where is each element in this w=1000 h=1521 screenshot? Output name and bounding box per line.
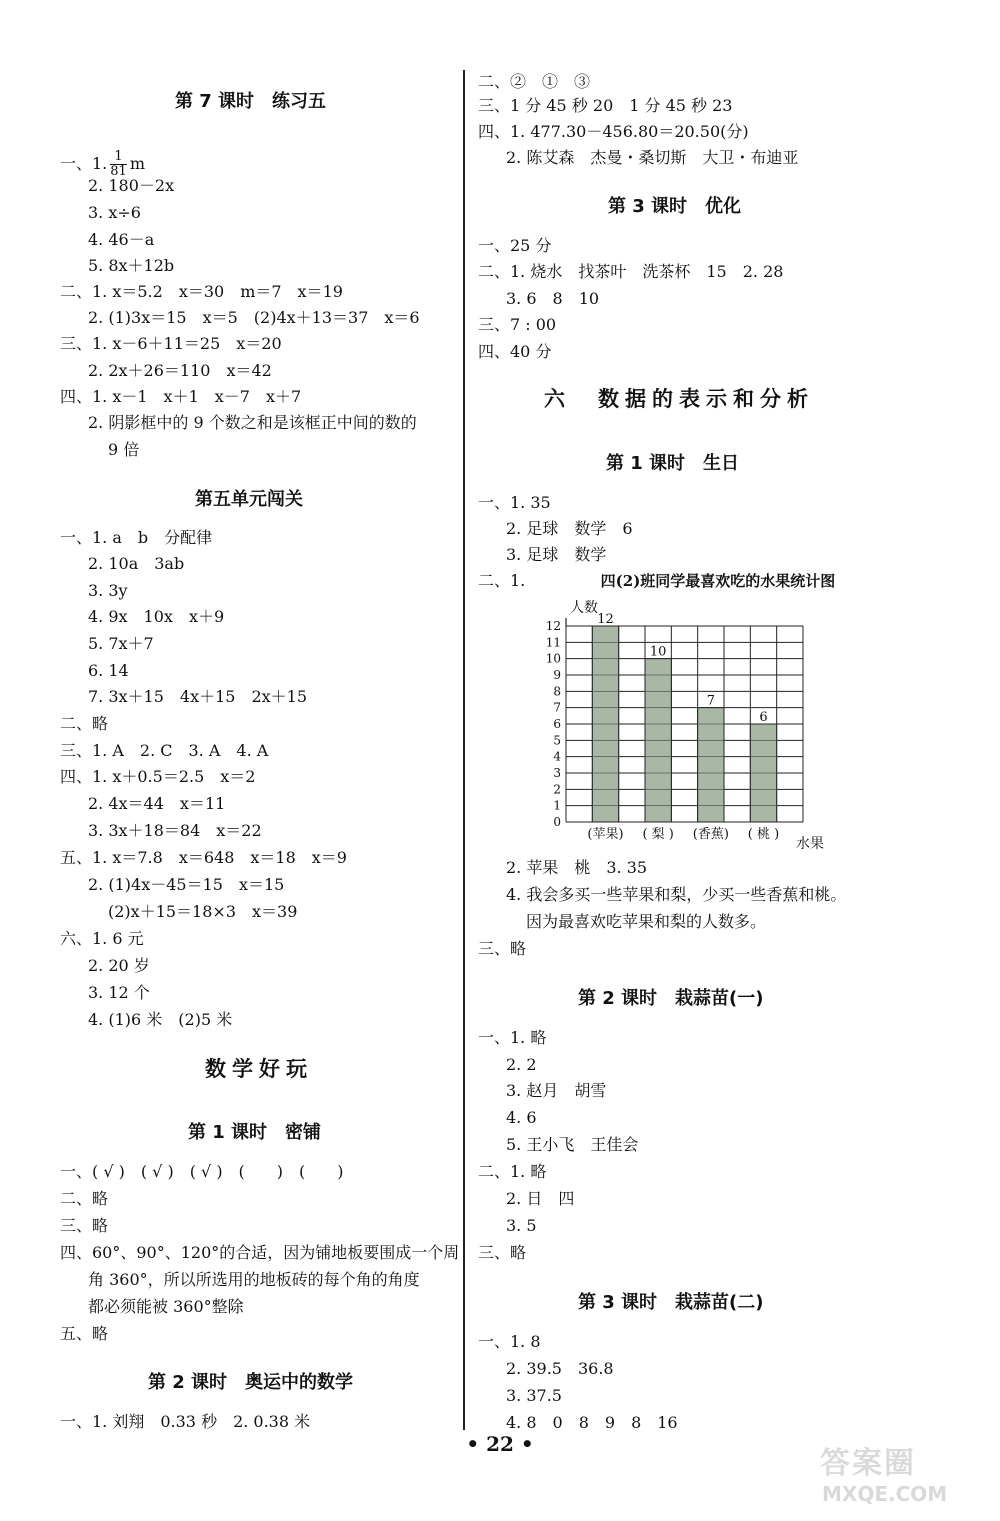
answer-line: 五、略 — [60, 1324, 109, 1343]
fraction-denominator: 81 — [110, 164, 127, 179]
y-tick-label: 2 — [553, 782, 561, 797]
answer-line: 4. 8 0 8 9 8 16 — [506, 1413, 678, 1432]
bar-value-label: 12 — [597, 612, 614, 627]
answer-line: 四、1. x－1 x＋1 x－7 x＋7 — [60, 387, 302, 406]
y-tick-label: 0 — [553, 815, 561, 829]
answer-line — [60, 150, 145, 179]
y-tick-label: 12 — [545, 619, 561, 633]
answer-line: 因为最喜欢吃苹果和梨的人数多。 — [526, 912, 767, 931]
answer-line: 3. 足球 数学 — [506, 545, 607, 564]
bar-value-label: 6 — [759, 710, 768, 725]
fraction — [110, 150, 127, 179]
answer-line: 3. 赵月 胡雪 — [506, 1081, 607, 1100]
answer-line: (2)x＋15＝18×3 x＝39 — [108, 902, 298, 921]
answer-line: 3. 12 个 — [88, 983, 150, 1002]
answer-line: 5. 7x＋7 — [88, 634, 154, 653]
answer-line: 二、1. 烧水 找茶叶 洗茶杯 15 2. 28 — [478, 262, 784, 281]
chart-x-categories — [587, 826, 779, 842]
answer-line: 5. 王小飞 王佳会 — [506, 1135, 639, 1154]
watermark-logo: 答案圈 — [820, 1446, 916, 1481]
answer-line: 7. 3x＋15 4x＋15 2x＋15 — [88, 687, 308, 706]
unit-text: m — [129, 154, 145, 173]
section-title-lesson7: 第 7 课时 练习五 — [175, 91, 327, 112]
section-title-garlic-1: 第 2 课时 栽蒜苗(一) — [578, 988, 764, 1009]
page-number: • 22 • — [466, 1432, 534, 1456]
answer-line: 3. x÷6 — [88, 203, 141, 222]
fruit-bar-chart — [518, 568, 898, 853]
answer-line: 3. 6 8 10 — [506, 289, 600, 308]
y-tick-label: 6 — [553, 717, 561, 731]
answer-line: 四、40 分 — [478, 342, 552, 361]
y-tick-label: 9 — [553, 668, 561, 682]
y-tick-label: 3 — [553, 766, 561, 780]
section-title-unit5: 第五单元闯关 — [195, 489, 303, 510]
answer-line: 4. 9x 10x x＋9 — [88, 607, 225, 626]
chart-title: 四(2)班同学最喜欢吃的水果统计图 — [600, 572, 836, 590]
answer-line: 一、1. 8 — [478, 1332, 541, 1351]
answer-line: 4. 46－a — [88, 230, 155, 249]
answer-line: 2. 陈艾森 杰曼・桑切斯 大卫・布迪亚 — [506, 148, 799, 167]
answer-line: 五、1. x＝7.8 x＝648 x＝18 x＝9 — [60, 848, 347, 867]
answer-line: 四、1. x＋0.5＝2.5 x＝2 — [60, 767, 256, 786]
answer-line: 三、1. x－6＋11＝25 x＝20 — [60, 334, 282, 353]
answer-line: 3. 37.5 — [506, 1386, 562, 1405]
category-label: (苹果) — [587, 827, 624, 842]
answer-line: 二、1. 略 — [478, 1162, 547, 1181]
y-tick-label: 8 — [553, 684, 561, 699]
answer-line: 二、略 — [60, 714, 109, 733]
answer-line: 2. 苹果 桃 3. 35 — [506, 858, 648, 877]
y-tick-label: 10 — [545, 651, 561, 666]
category-label: ( 梨 ) — [642, 827, 674, 842]
bar-value-label: 7 — [706, 693, 715, 709]
y-tick-label: 5 — [553, 733, 561, 748]
answer-line: 角 360°，所以所选用的地板砖的每个角的角度 — [88, 1270, 420, 1289]
y-tick-label: 1 — [553, 798, 561, 813]
bar-value-label: 10 — [649, 644, 667, 660]
section-title-birthday: 第 1 课时 生日 — [606, 453, 740, 474]
y-axis-label: 人数 — [570, 600, 598, 616]
answer-line: 2. 180－2x — [88, 176, 175, 195]
answer-line: 4. 6 — [506, 1108, 537, 1127]
answer-line: 二、② ① ③ — [478, 72, 591, 91]
answer-line: 都必须能被 360°整除 — [88, 1297, 244, 1316]
answer-line: 一、1. a b 分配律 — [60, 528, 213, 547]
answer-line: 3. 3x＋18＝84 x＝22 — [88, 821, 262, 840]
answer-line: 二、略 — [60, 1189, 109, 1208]
section-title-olympics: 第 2 课时 奥运中的数学 — [148, 1372, 354, 1393]
fraction-numerator: 1 — [110, 150, 127, 165]
answer-line: 一、25 分 — [478, 236, 552, 255]
answer-line: 一、( √ ) ( √ ) ( √ ) ( ) ( ) — [60, 1162, 344, 1181]
answer-line: 四、60°、90°、120°的合适，因为铺地板要围成一个周 — [60, 1243, 460, 1262]
answer-line: 二、1. x＝5.2 x＝30 m＝7 x＝19 — [60, 282, 343, 301]
answer-line: 5. 8x＋12b — [88, 256, 175, 275]
y-tick-label: 11 — [545, 635, 561, 650]
answer-line: 2. 日 四 — [506, 1189, 575, 1208]
answer-line: 二、1. — [478, 571, 526, 590]
answer-line: 3. 5 — [506, 1216, 537, 1235]
chapter-title-data-analysis: 六 数据的表示和分析 — [544, 387, 814, 411]
answer-line: 三、7 : 00 — [478, 315, 557, 334]
answer-line: 2. 20 岁 — [88, 956, 150, 975]
answer-line: 3. 3y — [88, 581, 128, 600]
answer-line: 4. 我会多买一些苹果和梨，少买一些香蕉和桃。 — [506, 885, 847, 904]
answer-line: 2. (1)3x＝15 x＝5 (2)4x＋13＝37 x＝6 — [88, 308, 420, 327]
answer-line: 2. 足球 数学 6 — [506, 519, 633, 538]
column-divider — [463, 70, 465, 1430]
answer-line: 2. 阴影框中的 9 个数之和是该框正中间的数的 — [88, 413, 417, 432]
section-title-optimize: 第 3 课时 优化 — [608, 196, 742, 217]
answer-line: 三、略 — [60, 1216, 109, 1235]
answer-line: 6. 14 — [88, 661, 129, 680]
answer-line: 4. (1)6 米 (2)5 米 — [88, 1010, 233, 1029]
answer-line: 三、略 — [478, 939, 527, 958]
answer-line: 2. 2x＋26＝110 x＝42 — [88, 361, 272, 380]
y-tick-label: 4 — [553, 749, 561, 764]
answer-line: 三、1. A 2. C 3. A 4. A — [60, 741, 269, 760]
chart-y-ticks — [546, 619, 562, 829]
section-title-tiling: 第 1 课时 密铺 — [188, 1122, 322, 1143]
answer-line: 2. 2 — [506, 1055, 537, 1074]
x-axis-label: 水果 — [796, 836, 824, 852]
answer-prefix: 一、1. — [60, 154, 108, 173]
answer-line: 一、1. 刘翔 0.33 秒 2. 0.38 米 — [60, 1412, 311, 1431]
answer-line: 一、1. 略 — [478, 1028, 547, 1047]
answer-line: 9 倍 — [108, 440, 140, 459]
bar — [698, 708, 724, 822]
category-label: ( 桃 ) — [747, 827, 780, 842]
watermark-site: MXQE.COM — [822, 1482, 948, 1506]
answer-line: 四、1. 477.30－456.80＝20.50(分) — [478, 122, 749, 141]
answer-line: 2. (1)4x－45＝15 x＝15 — [88, 875, 285, 894]
answer-line: 一、1. 35 — [478, 493, 551, 512]
section-title-garlic-2: 第 3 课时 栽蒜苗(二) — [578, 1292, 764, 1313]
answer-line: 三、1 分 45 秒 20 1 分 45 秒 23 — [478, 96, 733, 115]
answer-line: 2. 4x＝44 x＝11 — [88, 794, 226, 813]
answer-line: 三、略 — [478, 1243, 527, 1262]
chapter-title-fun-math: 数学好玩 — [205, 1057, 313, 1081]
y-tick-label: 7 — [553, 700, 561, 715]
category-label: (香蕉) — [692, 827, 729, 842]
answer-line: 六、1. 6 元 — [60, 929, 144, 948]
answer-line: 2. 10a 3ab — [88, 554, 185, 573]
answer-line: 2. 39.5 36.8 — [506, 1359, 614, 1378]
